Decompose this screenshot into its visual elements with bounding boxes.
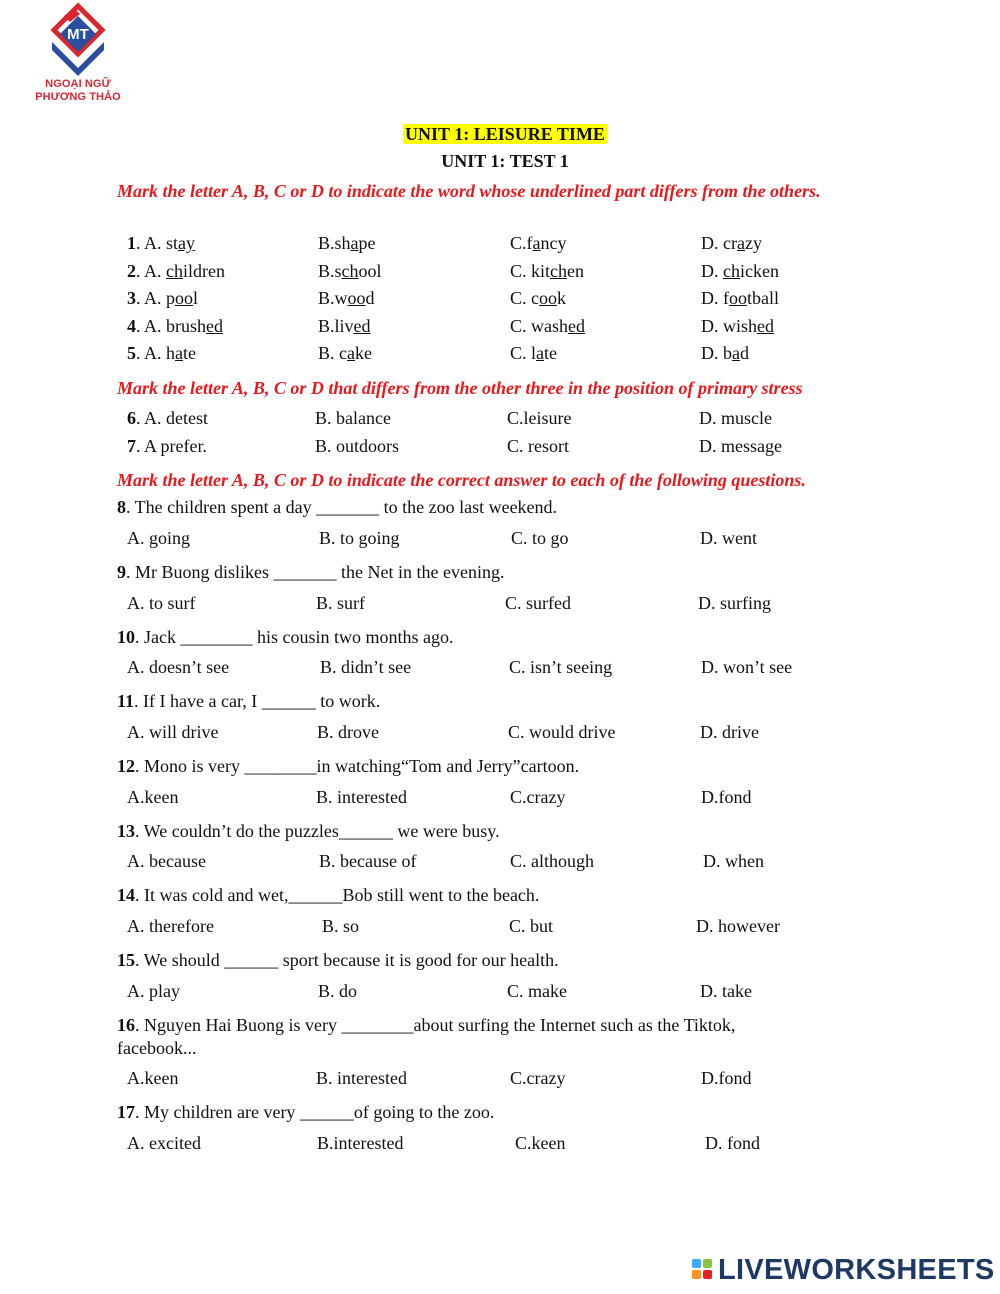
question-stem: 8. The children spent a day _______ to the zoo last weekend.: [117, 497, 558, 517]
underlined-part: ed: [757, 316, 775, 336]
answer-option: C. late: [510, 343, 558, 363]
question-number: 10: [117, 627, 135, 647]
question-row: [0, 316, 1000, 338]
answer-row: [0, 722, 1000, 744]
answer-option[interactable]: C.crazy: [510, 787, 566, 807]
answer-option: B.lived: [318, 316, 371, 336]
answer-option: 2. A. children: [127, 261, 226, 281]
underlined-part: ed: [206, 316, 224, 336]
answer-option[interactable]: D. fond: [705, 1133, 760, 1153]
answer-option[interactable]: C.crazy: [510, 1068, 566, 1088]
answer-row: [0, 657, 1000, 679]
answer-option[interactable]: A. play: [127, 981, 180, 1001]
answer-option[interactable]: C.keen: [515, 1133, 566, 1153]
liveworksheets-icon: [692, 1259, 714, 1281]
answer-row: [0, 1068, 1000, 1090]
answer-option[interactable]: B. so: [322, 916, 360, 936]
answer-option[interactable]: D. however: [696, 916, 780, 936]
answer-option: 6. A. detest: [127, 408, 208, 428]
underlined-part: oo: [539, 288, 557, 308]
question-number: 15: [117, 950, 135, 970]
footer-brand-text: LIVEWORKSHEETS: [718, 1254, 995, 1286]
answer-option: C. resort: [507, 436, 569, 456]
section-instruction-stress: Mark the letter A, B, C or D that differs from the other three in the position of primary stress: [117, 378, 803, 398]
page-title: UNIT 1: LEISURE TIME: [405, 124, 605, 144]
underlined-part: ed: [353, 316, 371, 336]
answer-option: D. crazy: [701, 233, 762, 253]
answer-option[interactable]: D. went: [700, 528, 757, 548]
question-number: 14: [117, 885, 135, 905]
answer-option[interactable]: B. surf: [316, 593, 365, 613]
question-number: 17: [117, 1102, 135, 1122]
answer-option[interactable]: A. going: [127, 528, 190, 548]
answer-option[interactable]: B. didn’t see: [320, 657, 412, 677]
answer-row: [0, 787, 1000, 809]
answer-option: D. football: [701, 288, 779, 308]
answer-row: [0, 851, 1000, 873]
question-number: 1: [127, 233, 136, 253]
question-number: 16: [117, 1015, 135, 1035]
underlined-part: oo: [729, 288, 747, 308]
underlined-part: a: [175, 343, 184, 363]
answer-option[interactable]: A.keen: [127, 787, 179, 807]
answer-option: B. outdoors: [315, 436, 400, 456]
answer-option: C. washed: [510, 316, 585, 336]
answer-option[interactable]: A. excited: [127, 1133, 201, 1153]
answer-option[interactable]: C. isn’t seeing: [509, 657, 613, 677]
answer-option[interactable]: B. do: [318, 981, 358, 1001]
underlined-part: ch: [341, 261, 359, 281]
question-row: [0, 408, 1000, 430]
question-stem: 11. If I have a car, I ______ to work.: [117, 691, 381, 711]
question-number: 3: [127, 288, 136, 308]
answer-option: C.fancy: [510, 233, 567, 253]
brand-logo: [22, 2, 134, 104]
answer-option[interactable]: D. take: [700, 981, 752, 1001]
question-row: [0, 343, 1000, 365]
underlined-part: ay: [178, 233, 196, 253]
brand-name-line1: NGOẠI NGỮ: [45, 78, 111, 90]
answer-option: B.shape: [318, 233, 376, 253]
question-number: 13: [117, 821, 135, 841]
answer-option[interactable]: C. but: [509, 916, 554, 936]
section-instruction-multiple-choice: Mark the letter A, B, C or D to indicate the correct answer to each of the following questions.: [117, 470, 806, 490]
question-stem: 17. My children are very ______of going to the zoo.: [117, 1102, 495, 1122]
underlined-part: oo: [347, 288, 366, 308]
answer-row: [0, 981, 1000, 1003]
answer-option: D. bad: [701, 343, 749, 363]
answer-option: B.school: [318, 261, 382, 281]
answer-option[interactable]: C. to go: [511, 528, 569, 548]
question-stem: 10. Jack ________ his cousin two months ago.: [117, 627, 454, 647]
question-number: 7: [127, 436, 136, 456]
answer-option[interactable]: B.interested: [317, 1133, 404, 1153]
answer-option[interactable]: B. because of: [319, 851, 417, 871]
underlined-part: a: [732, 343, 740, 363]
answer-option[interactable]: A. will drive: [127, 722, 219, 742]
answer-option: 5. A. hate: [127, 343, 197, 363]
question-stem: 12. Mono is very ________in watching“Tom and Jerry”cartoon.: [117, 756, 580, 776]
answer-option[interactable]: C. would drive: [508, 722, 616, 742]
question-number: 11: [117, 691, 135, 711]
answer-option[interactable]: B. drove: [317, 722, 379, 742]
question-stem: 16. Nguyen Hai Buong is very ________about surfing the Internet such as the Tiktok, facebook...: [117, 1015, 736, 1058]
underlined-part: a: [536, 343, 545, 363]
question-number: 5: [127, 343, 136, 363]
answer-option[interactable]: D.fond: [701, 1068, 752, 1088]
answer-option[interactable]: D.fond: [701, 787, 752, 807]
answer-option: B. balance: [315, 408, 391, 428]
answer-option[interactable]: A. therefore: [127, 916, 214, 936]
question-number: 4: [127, 316, 136, 336]
answer-option[interactable]: B. to going: [319, 528, 400, 548]
answer-option[interactable]: D. won’t see: [701, 657, 793, 677]
answer-option[interactable]: A. doesn’t see: [127, 657, 230, 677]
answer-row: [0, 916, 1000, 938]
answer-option: D. chicken: [701, 261, 779, 281]
question-number: 8: [117, 497, 126, 517]
page-subtitle: UNIT 1: TEST 1: [441, 151, 569, 171]
underlined-part: a: [350, 233, 359, 253]
answer-row: [0, 528, 1000, 550]
underlined-part: ch: [723, 261, 740, 281]
answer-option[interactable]: D. when: [703, 851, 764, 871]
underlined-part: a: [736, 233, 745, 253]
answer-option: 1. A. stay: [127, 233, 196, 253]
question-number: 6: [127, 408, 136, 428]
answer-option: D. wished: [701, 316, 775, 336]
question-stem: 13. We couldn’t do the puzzles______ we were busy.: [117, 821, 500, 841]
question-row: [0, 436, 1000, 458]
answer-option: 7. A prefer.: [127, 436, 207, 456]
answer-option: D. muscle: [699, 408, 772, 428]
question-number: 12: [117, 756, 135, 776]
question-stem: 14. It was cold and wet,______Bob still went to the beach.: [117, 885, 540, 905]
answer-option[interactable]: C. although: [510, 851, 594, 871]
answer-option: C.leisure: [507, 408, 572, 428]
question-stem: 15. We should ______ sport because it is good for our health.: [117, 950, 559, 970]
underlined-part: ch: [166, 261, 184, 281]
question-row: [0, 261, 1000, 283]
underlined-part: ed: [568, 316, 585, 336]
answer-option[interactable]: D. drive: [700, 722, 759, 742]
answer-option[interactable]: C. make: [507, 981, 567, 1001]
answer-option: 3. A. pool: [127, 288, 199, 308]
answer-option: D. message: [699, 436, 782, 456]
question-number: 9: [117, 562, 126, 582]
underlined-part: oo: [175, 288, 194, 308]
answer-option: B.wood: [318, 288, 375, 308]
question-row: [0, 288, 1000, 310]
answer-row: [0, 1133, 1000, 1155]
logo-emblem-icon: [22, 2, 134, 78]
answer-option: C. kitchen: [510, 261, 585, 281]
question-row: [0, 233, 1000, 255]
question-number: 2: [127, 261, 136, 281]
underlined-part: a: [347, 343, 355, 363]
answer-option[interactable]: A. to surf: [127, 593, 196, 613]
answer-option[interactable]: B. interested: [316, 1068, 407, 1088]
answer-option[interactable]: C. surfed: [505, 593, 571, 613]
underlined-part: a: [532, 233, 541, 253]
footer-brand: [692, 1254, 995, 1286]
answer-option: C. cook: [510, 288, 566, 308]
answer-option[interactable]: A. because: [127, 851, 206, 871]
answer-option: 4. A. brushed: [127, 316, 224, 336]
answer-option[interactable]: A.keen: [127, 1068, 179, 1088]
underlined-part: ch: [550, 261, 568, 281]
logo-letters: MT: [67, 26, 89, 43]
answer-option: B. cake: [318, 343, 372, 363]
answer-option[interactable]: D. surfing: [698, 593, 771, 613]
brand-name-line2: PHƯƠNG THẢO: [35, 91, 121, 103]
question-stem: 9. Mr Buong dislikes _______ the Net in the evening.: [117, 562, 505, 582]
answer-option[interactable]: B. interested: [316, 787, 407, 807]
answer-row: [0, 593, 1000, 615]
section-instruction-pronunciation: Mark the letter A, B, C or D to indicate the word whose underlined part differs from the others.: [117, 181, 821, 201]
